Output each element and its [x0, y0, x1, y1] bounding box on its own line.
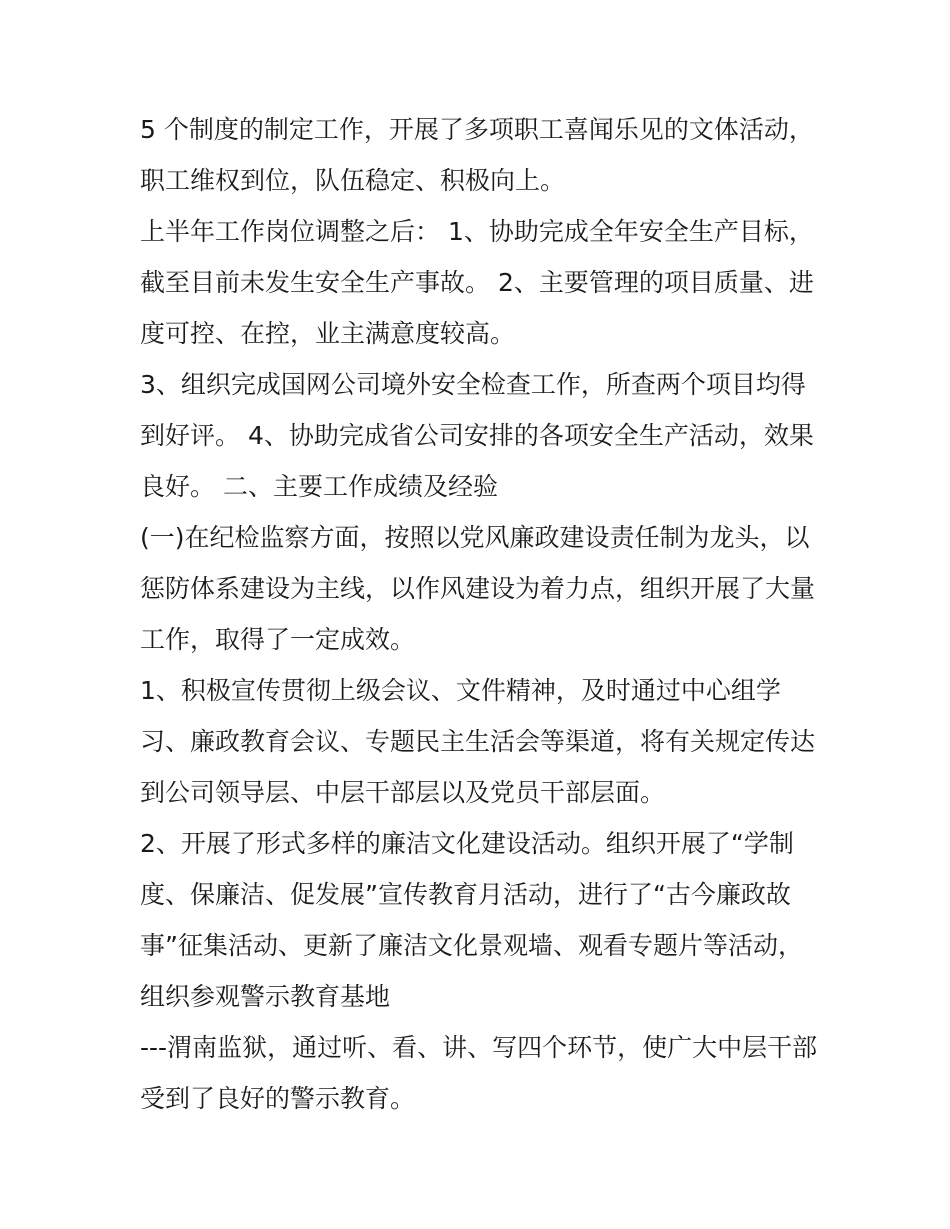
text-line: 到公司领导层、中层干部层以及党员干部层面。 — [140, 778, 666, 807]
text-line: 度可控、在控，业主满意度较高。 — [140, 319, 516, 348]
text-line: 1、积极宣传贯彻上级会议、文件精神，及时通过中心组学 — [140, 676, 781, 705]
text-line: 5 个制度的制定工作，开展了多项职工喜闻乐见的文体活动， — [140, 115, 814, 144]
text-line: 良好。 二、主要工作成绩及经验 — [140, 472, 498, 501]
text-line: 截至目前未发生安全生产事故。 2、主要管理的项目质量、进 — [140, 268, 814, 297]
text-line: 组织参观警示教育基地 — [140, 982, 391, 1011]
text-line: 习、廉政教育会议、专题民主生活会等渠道，将有关规定传达 — [140, 727, 816, 756]
text-line: 惩防体系建设为主线，以作风建设为着力点，组织开展了大量 — [140, 574, 816, 603]
text-line: 职工维权到位，队伍稳定、积极向上。 — [140, 166, 566, 195]
text-line: ---渭南监狱，通过听、看、讲、写四个环节，使广大中层干部 — [140, 1033, 818, 1062]
text-line: 事”征集活动、更新了廉洁文化景观墙、观看专题片等活动， — [140, 931, 803, 960]
text-line: 3、组织完成国网公司境外安全检查工作，所查两个项目均得 — [140, 370, 806, 399]
text-line: (一)在纪检监察方面，按照以党风廉政建设责任制为龙头，以 — [140, 523, 810, 552]
text-line: 到好评。 4、协助完成省公司安排的各项安全生产活动，效果 — [140, 421, 814, 450]
text-line: 受到了良好的警示教育。 — [140, 1084, 416, 1113]
text-line: 2、开展了形式多样的廉洁文化建设活动。组织开展了“学制 — [140, 829, 794, 858]
text-line: 工作，取得了一定成效。 — [140, 625, 416, 654]
document-body — [140, 104, 830, 1124]
text-line: 度、保廉洁、促发展”宣传教育月活动，进行了“古今廉政故 — [140, 880, 791, 909]
text-line: 上半年工作岗位调整之后： 1、协助完成全年安全生产目标， — [140, 217, 814, 246]
